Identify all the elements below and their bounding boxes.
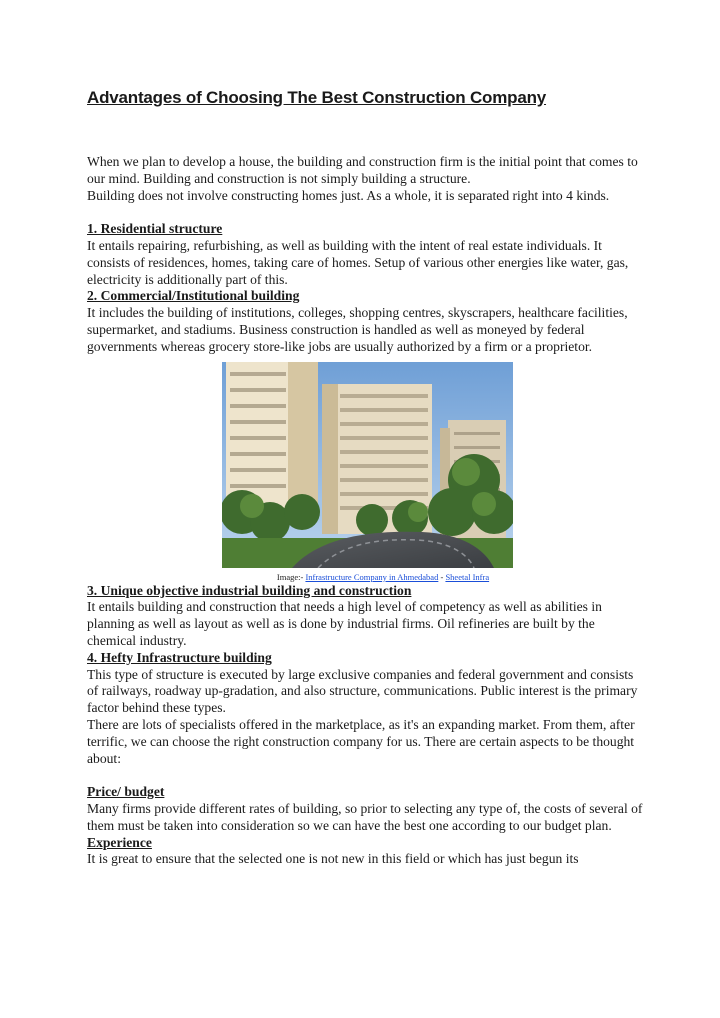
caption-prefix: Image:- <box>276 571 306 582</box>
text-commercial: It includes the building of institutions, colleges, shopping centres, skyscrapers, healthcare facilities, supermarket, and stadiums. Business construction is handled as well as moneyed by federal governments whereas grocery store-like jobs are usually authorized by a firm or a proprietor. <box>87 305 628 354</box>
document-body <box>87 154 647 868</box>
text-experience: It is great to ensure that the selected one is not new in this field or which has just begun its <box>87 851 579 867</box>
heading-commercial: 2. Commercial/Institutional building <box>87 288 300 304</box>
text-infrastructure: This type of structure is executed by large exclusive companies and federal government and consists of railways, roadway up-gradation, and also structure, communications. Public interest is the primary factor behind these types. <box>87 666 638 716</box>
text-residential: It entails repairing, refurbishing, as well as building with the intent of real estate individuals. It consists of residences, homes, taking care of homes. Setup of various other energies like water, gas, electricity is additionally part of this. <box>87 237 629 287</box>
heading-experience: Experience <box>87 834 152 850</box>
text-specialists: There are lots of specialists offered in the marketplace, as it's an expanding market. From them, after terrific, we can choose the right construction company for us. There are certain aspects to be thought about: <box>87 716 635 766</box>
caption-link-sheetal-infra[interactable]: Sheetal Infra <box>445 571 490 582</box>
caption-separator: - <box>438 571 446 582</box>
heading-residential: 1. Residential structure <box>87 221 223 237</box>
text-industrial: It entails building and construction that needs a high level of competency as well as abilities in planning as well as layout as well as is done by industrial firms. Oil refineries are built by the chemical industry. <box>87 599 602 648</box>
intro-paragraph-2: Building does not involve constructing homes just. As a whole, it is separated right into 4 kinds. <box>87 187 610 203</box>
document-title: Advantages of Choosing The Best Construction Company <box>87 88 547 107</box>
image-caption <box>87 572 647 583</box>
heading-infrastructure: 4. Hefty Infrastructure building <box>87 649 272 665</box>
building-photo <box>222 362 513 568</box>
building-figure <box>87 362 647 583</box>
heading-industrial: 3. Unique objective industrial building and construction <box>87 582 412 598</box>
text-price: Many firms provide different rates of building, so prior to selecting any type of, the costs of several of them must be taken into consideration so we can have the best one according to our budget plan. <box>87 800 643 833</box>
caption-link-infrastructure[interactable]: Infrastructure Company in Ahmedabad <box>305 571 439 582</box>
intro-paragraph-1: When we plan to develop a house, the building and construction firm is the initial point that comes to our mind. Building and construction is not simply building a structure. <box>87 154 638 186</box>
heading-price: Price/ budget <box>87 784 165 800</box>
